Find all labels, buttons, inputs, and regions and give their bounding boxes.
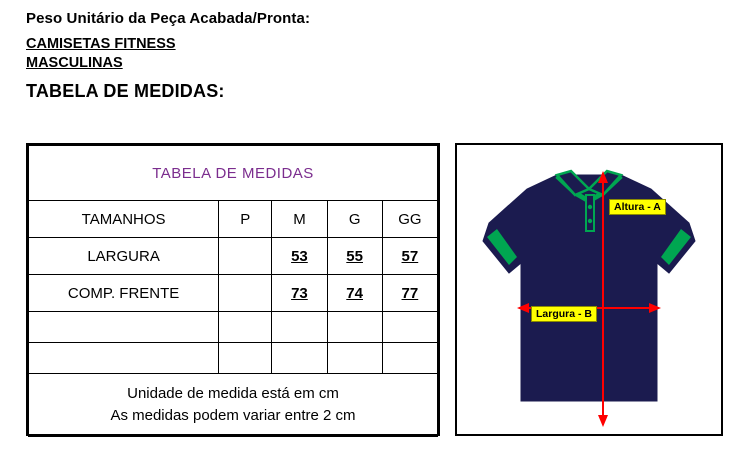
cell-empty-2-g (327, 343, 382, 374)
row-label-largura: LARGURA (29, 238, 219, 275)
row-label-comp-frente: COMP. FRENTE (29, 275, 219, 312)
shirt-illustration-panel (455, 143, 723, 436)
table-title: TABELA DE MEDIDAS (29, 146, 438, 201)
column-header-sizes: TAMANHOS (29, 201, 219, 238)
column-header-g: G (327, 201, 382, 238)
table-footer-row (29, 374, 438, 437)
header-weight-label: Peso Unitário da Peça Acabada/Pronta: (26, 10, 311, 27)
width-label-tag: Largura - B (531, 306, 597, 322)
placket (586, 195, 594, 231)
table-row (29, 238, 438, 275)
cell-empty-1-p (219, 312, 272, 343)
cell-largura-g: 55 (327, 238, 382, 275)
height-label-tag: Altura - A (609, 199, 666, 215)
button-top (588, 205, 592, 209)
table-title-row (29, 146, 438, 201)
polo-shirt-icon (457, 145, 721, 434)
height-arrow-head-bottom (598, 415, 608, 427)
footer-note-1: Unidade de medida está em cm (127, 385, 339, 402)
measurements-table-container (26, 143, 440, 436)
cell-comp-p (219, 275, 272, 312)
cell-empty-2-gg (382, 343, 437, 374)
page-title: TABELA DE MEDIDAS: (26, 81, 225, 101)
table-footer-notes (29, 374, 438, 437)
cell-comp-m: 73 (272, 275, 327, 312)
cell-largura-gg: 57 (382, 238, 437, 275)
column-header-m: M (272, 201, 327, 238)
measurements-table (28, 145, 438, 437)
header-product-line2: MASCULINAS (26, 55, 123, 71)
cell-largura-p (219, 238, 272, 275)
cell-comp-g: 74 (327, 275, 382, 312)
table-row (29, 275, 438, 312)
cell-empty-1-gg (382, 312, 437, 343)
button-bottom (588, 219, 592, 223)
column-header-gg: GG (382, 201, 437, 238)
cell-empty-2-p (219, 343, 272, 374)
document-header (26, 10, 586, 102)
table-row (29, 343, 438, 374)
cell-empty-2-m (272, 343, 327, 374)
row-label-empty-2 (29, 343, 219, 374)
table-header-row (29, 201, 438, 238)
row-label-empty-1 (29, 312, 219, 343)
footer-note-2: As medidas podem variar entre 2 cm (110, 407, 356, 424)
cell-comp-gg: 77 (382, 275, 437, 312)
column-header-p: P (219, 201, 272, 238)
header-product-line1: CAMISETAS FITNESS (26, 36, 176, 52)
table-row (29, 312, 438, 343)
cell-empty-1-g (327, 312, 382, 343)
cell-empty-1-m (272, 312, 327, 343)
cell-largura-m: 53 (272, 238, 327, 275)
